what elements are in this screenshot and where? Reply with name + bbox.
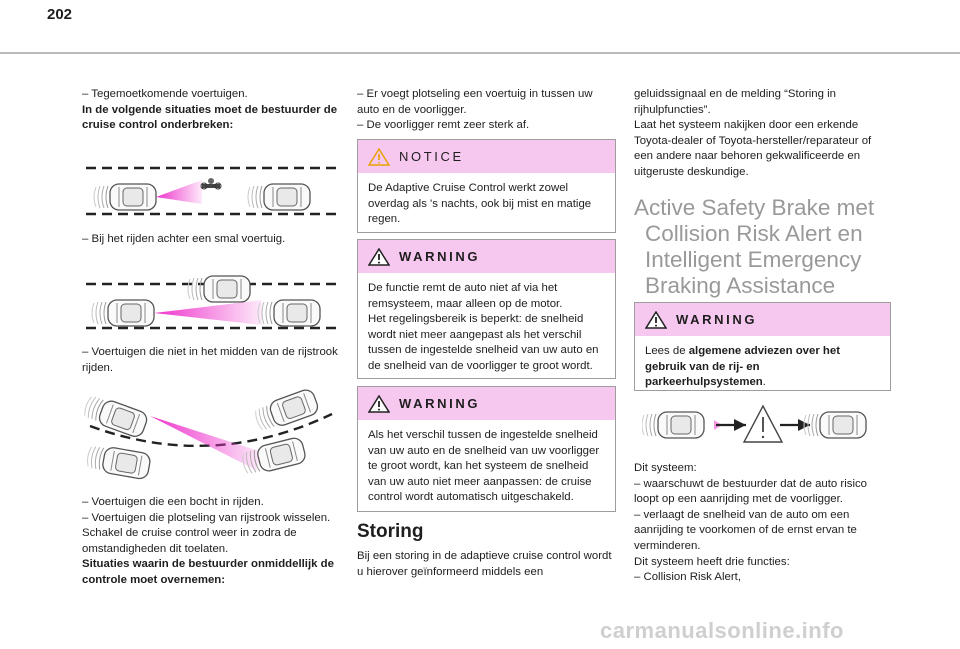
right-column-intro bbox=[634, 87, 890, 181]
warning-read-prefix: Lees de bbox=[645, 345, 689, 357]
right-column-outro bbox=[634, 461, 890, 586]
section-heading-line: Braking Assistance bbox=[645, 273, 836, 298]
notice-box bbox=[357, 139, 616, 233]
warning-triangle-icon bbox=[368, 248, 390, 266]
notice-title: NOTICE bbox=[399, 149, 464, 164]
section-heading bbox=[634, 195, 894, 299]
warning-triangle-icon bbox=[368, 395, 390, 413]
section-heading-line: Intelligent Emergency bbox=[645, 247, 862, 272]
section-heading-line: Active Safety Brake met bbox=[634, 195, 875, 220]
offcenter-vehicle-text: – Voertuigen die niet in het midden van de rijstrook rijden. bbox=[82, 346, 338, 374]
oncoming-vehicles-text: – Tegemoetkomende voertuigen. bbox=[82, 88, 248, 100]
system-reduces-speed-text: – verlaagt de snelheid van de auto om een aanrijding te voorkomen of de ernst ervan te verminderen. bbox=[634, 508, 857, 552]
storing-heading: Storing bbox=[357, 521, 424, 542]
reactivate-text: Schakel de cruise control weer in zodra de omstandigheden dit toelaten. bbox=[82, 527, 297, 555]
warning-speed-difference-text: Als het verschil tussen de ingestelde snelheid van uw auto en de snelheid van uw voorligger te groot wordt, kan het systeem de snelheid van uw auto niet meer aanpassen: de cruise control wordt automatisch uitgeschakeld. bbox=[368, 429, 600, 504]
warning-title: WARNING bbox=[399, 396, 481, 411]
system-warns-text: – waarschuwt de bestuurder dat de auto risico loopt op een aanrijding met de voorligger. bbox=[634, 477, 868, 506]
narrow-vehicle-illustration bbox=[82, 158, 344, 220]
lane-change-text: – Voertuigen die plotseling van rijstrook wisselen. bbox=[82, 511, 331, 524]
warning-triangle-icon bbox=[645, 311, 667, 329]
malfunction-message-text: geluidssignaal en de melding “Storing in rijhulpfuncties”. bbox=[634, 88, 836, 116]
offcenter-vehicle-illustration bbox=[82, 270, 344, 332]
hard-braking-text: – De voorligger remt zeer sterk af. bbox=[357, 119, 530, 132]
middle-column-intro bbox=[357, 87, 615, 134]
section-heading-line: Collision Risk Alert en bbox=[645, 221, 863, 246]
warning-read-bold: algemene adviezen over het gebruik van de rij- en parkeerhulpsystemen bbox=[645, 345, 841, 389]
left-column-intro bbox=[82, 87, 344, 134]
collision-risk-illustration bbox=[642, 402, 882, 450]
notice-header bbox=[358, 140, 615, 173]
cut-in-text: – Er voegt plotseling een voertuig in tussen uw auto en de voorligger. bbox=[357, 88, 593, 116]
warning-title: WARNING bbox=[676, 312, 758, 327]
warning-box-3 bbox=[634, 302, 891, 391]
take-control-heading: Situaties waarin de bestuurder onmiddellijk de controle moet overnemen: bbox=[82, 558, 334, 586]
collision-risk-alert-item: – Collision Risk Alert, bbox=[634, 571, 741, 584]
warning-title: WARNING bbox=[399, 249, 481, 264]
curve-vehicle-text: – Voertuigen die een bocht in rijden. bbox=[82, 496, 264, 508]
left-column-outro bbox=[82, 495, 344, 589]
warning-box-1 bbox=[357, 239, 616, 379]
warning-box-2 bbox=[357, 386, 616, 512]
warning-range-text: Het regelingsbereik is beperkt: de snelheid wordt niet meer aangepast als het verschil tussen de ingestelde snelheid van uw auto en de snelheid van de voorligger te groot wordt. bbox=[368, 313, 599, 372]
warning-engine-text: De functie remt de auto niet af via het remsysteem, maar alleen op de motor. bbox=[368, 282, 563, 310]
dealer-check-text: Laat het systeem nakijken door een erkende Toyota-dealer of Toyota-hersteller/reparateur of een andere naar behoren gekwalificeerde en uitgeruste deskundige. bbox=[634, 119, 872, 178]
warning-read-suffix: . bbox=[762, 376, 766, 389]
page-number: 202 bbox=[47, 6, 73, 23]
system-intro-text: Dit systeem: bbox=[634, 462, 697, 474]
header-divider bbox=[0, 52, 960, 54]
watermark: carmanualsonline.info bbox=[600, 618, 844, 643]
notice-triangle-icon bbox=[368, 148, 390, 166]
curve-vehicle-illustration bbox=[82, 386, 344, 486]
storing-text: Bij een storing in de adaptieve cruise control wordt u hierover geïnformeerd middels een bbox=[357, 550, 612, 578]
system-functions-text: Dit systeem heeft drie functies: bbox=[634, 555, 790, 568]
situations-heading: In de volgende situaties moet de bestuurder de cruise control onderbreken: bbox=[82, 103, 338, 132]
notice-text: De Adaptive Cruise Control werkt zowel overdag als 's nachts, ook bij mist en matige regen. bbox=[368, 182, 592, 226]
narrow-vehicle-text: – Bij het rijden achter een smal voertuig. bbox=[82, 233, 286, 245]
